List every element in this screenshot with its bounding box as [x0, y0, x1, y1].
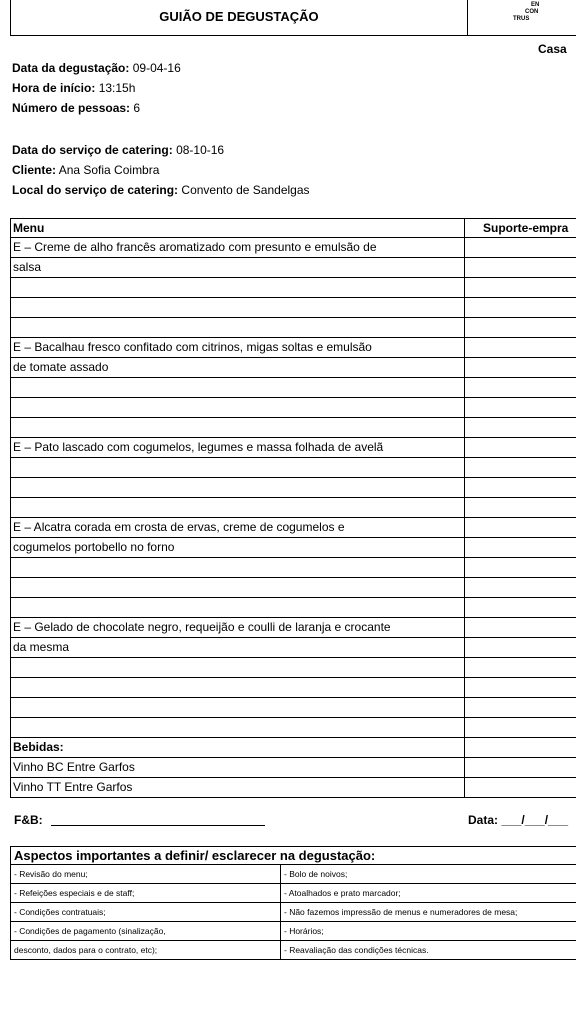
support-cell — [465, 418, 576, 437]
table-row — [10, 638, 576, 658]
aspect-item-left: - Condições de pagamento (sinalização, — [14, 926, 166, 936]
menu-cell — [10, 658, 465, 677]
table-row — [10, 598, 576, 618]
menu-cell: Vinho BC Entre Garfos — [10, 758, 465, 777]
document-header — [10, 0, 576, 36]
support-cell — [465, 458, 576, 477]
table-row — [10, 278, 576, 298]
support-cell — [465, 558, 576, 577]
menu-cell — [10, 718, 465, 737]
brand-logo — [500, 2, 576, 34]
menu-cell: Vinho TT Entre Garfos — [10, 778, 465, 797]
menu-table — [10, 218, 576, 798]
client: Cliente: Ana Sofia Coimbra — [12, 163, 160, 177]
menu-cell — [10, 278, 465, 297]
aspect-item-left: desconto, dados para o contrato, etc); — [14, 945, 158, 955]
document-title: GUIÃO DE DEGUSTAÇÃO — [159, 9, 319, 24]
logo-line-1: EN — [531, 2, 540, 8]
aspects-table — [10, 846, 576, 960]
menu-cell — [10, 298, 465, 317]
aspects-divider — [280, 922, 281, 941]
menu-cell: cogumelos portobello no forno — [10, 538, 465, 557]
aspects-row — [10, 865, 576, 884]
date-field: Data: ___/___/___ — [468, 813, 569, 827]
table-row — [10, 518, 576, 538]
menu-cell: E – Alcatra corada em crosta de ervas, creme de cogumelos e — [10, 518, 465, 537]
menu-cell: salsa — [10, 258, 465, 277]
logo-line-2: CON — [525, 9, 539, 15]
aspect-item-right: - Reavaliação das condições técnicas. — [284, 945, 429, 955]
support-cell — [465, 318, 576, 337]
menu-cell — [10, 678, 465, 697]
support-cell — [465, 658, 576, 677]
support-cell — [465, 758, 576, 777]
support-cell — [465, 778, 576, 797]
table-row — [10, 378, 576, 398]
tasting-date: Data da degustação: 09-04-16 — [12, 61, 181, 75]
table-row — [10, 658, 576, 678]
menu-cell — [10, 398, 465, 417]
menu-cell: Bebidas: — [10, 738, 465, 757]
support-cell — [465, 618, 576, 637]
menu-cell — [10, 418, 465, 437]
catering-date: Data do serviço de catering: 08-10-16 — [12, 143, 225, 157]
table-row — [10, 538, 576, 558]
support-cell — [465, 698, 576, 717]
aspect-item-left: - Revisão do menu; — [14, 869, 88, 879]
menu-cell — [10, 378, 465, 397]
menu-table-header — [10, 218, 576, 238]
fb-label: F&B: — [14, 813, 43, 827]
table-row — [10, 558, 576, 578]
table-row — [10, 678, 576, 698]
menu-cell — [10, 458, 465, 477]
table-row — [10, 578, 576, 598]
support-cell — [465, 718, 576, 737]
table-row — [10, 438, 576, 458]
table-row — [10, 238, 576, 258]
support-cell — [465, 738, 576, 757]
support-cell — [465, 238, 576, 257]
support-cell — [465, 478, 576, 497]
menu-cell: E – Pato lascado com cogumelos, legumes e massa folhada de avelã — [10, 438, 465, 457]
aspects-row — [10, 884, 576, 903]
logo-line-3: TRUS — [513, 16, 530, 22]
aspects-row — [10, 941, 576, 960]
aspects-divider — [280, 941, 281, 960]
table-row — [10, 498, 576, 518]
table-row — [10, 418, 576, 438]
aspects-title: Aspectos importantes a definir/ esclarecer na degustação: — [10, 846, 576, 865]
support-cell — [465, 278, 576, 297]
table-row — [10, 458, 576, 478]
aspect-item-left: - Refeições especiais e de staff; — [14, 888, 135, 898]
people-count: Número de pessoas: 6 — [12, 101, 141, 115]
support-cell — [465, 378, 576, 397]
support-cell — [465, 258, 576, 277]
table-row — [10, 398, 576, 418]
menu-cell — [10, 578, 465, 597]
menu-column-header: Menu — [10, 219, 465, 238]
menu-cell — [10, 478, 465, 497]
support-cell — [465, 338, 576, 357]
support-cell — [465, 518, 576, 537]
menu-cell: de tomate assado — [10, 358, 465, 377]
table-row — [10, 258, 576, 278]
support-cell — [465, 498, 576, 517]
aspects-divider — [280, 903, 281, 922]
menu-cell: E – Bacalhau fresco confitado com citrinos, migas soltas e emulsão — [10, 338, 465, 357]
aspect-item-right: - Não fazemos impressão de menus e numeradores de mesa; — [284, 907, 518, 917]
table-row — [10, 478, 576, 498]
support-cell — [465, 438, 576, 457]
table-row — [10, 698, 576, 718]
menu-cell — [10, 598, 465, 617]
table-row — [10, 778, 576, 798]
support-cell — [465, 598, 576, 617]
menu-cell — [10, 698, 465, 717]
support-cell — [465, 638, 576, 657]
aspect-item-right: - Atoalhados e prato marcador; — [284, 888, 401, 898]
menu-cell: da mesma — [10, 638, 465, 657]
support-cell — [465, 678, 576, 697]
header-divider — [467, 0, 468, 36]
table-row — [10, 618, 576, 638]
menu-cell — [10, 498, 465, 517]
table-row — [10, 358, 576, 378]
aspect-item-right: - Bolo de noivos; — [284, 869, 348, 879]
menu-cell: E – Gelado de chocolate negro, requeijão e coulli de laranja e crocante — [10, 618, 465, 637]
aspects-divider — [280, 865, 281, 884]
aspect-item-right: - Horários; — [284, 926, 324, 936]
casa-label: Casa — [538, 42, 567, 56]
table-row — [10, 318, 576, 338]
table-row — [10, 718, 576, 738]
support-cell — [465, 578, 576, 597]
menu-cell — [10, 318, 465, 337]
menu-cell — [10, 558, 465, 577]
support-cell — [465, 398, 576, 417]
table-row — [10, 758, 576, 778]
start-time: Hora de início: 13:15h — [12, 81, 136, 95]
support-column-header: Suporte-empra — [483, 221, 569, 235]
support-cell — [465, 298, 576, 317]
aspect-item-left: - Condições contratuais; — [14, 907, 106, 917]
catering-venue: Local do serviço de catering: Convento de Sandelgas — [12, 183, 310, 197]
support-cell — [465, 538, 576, 557]
menu-cell: E – Creme de alho francês aromatizado com presunto e emulsão de — [10, 238, 465, 257]
aspects-row — [10, 922, 576, 941]
fb-signature-line — [51, 825, 265, 826]
table-row — [10, 298, 576, 318]
support-cell — [465, 358, 576, 377]
table-row — [10, 338, 576, 358]
aspects-divider — [280, 884, 281, 903]
table-row — [10, 738, 576, 758]
aspects-row — [10, 903, 576, 922]
